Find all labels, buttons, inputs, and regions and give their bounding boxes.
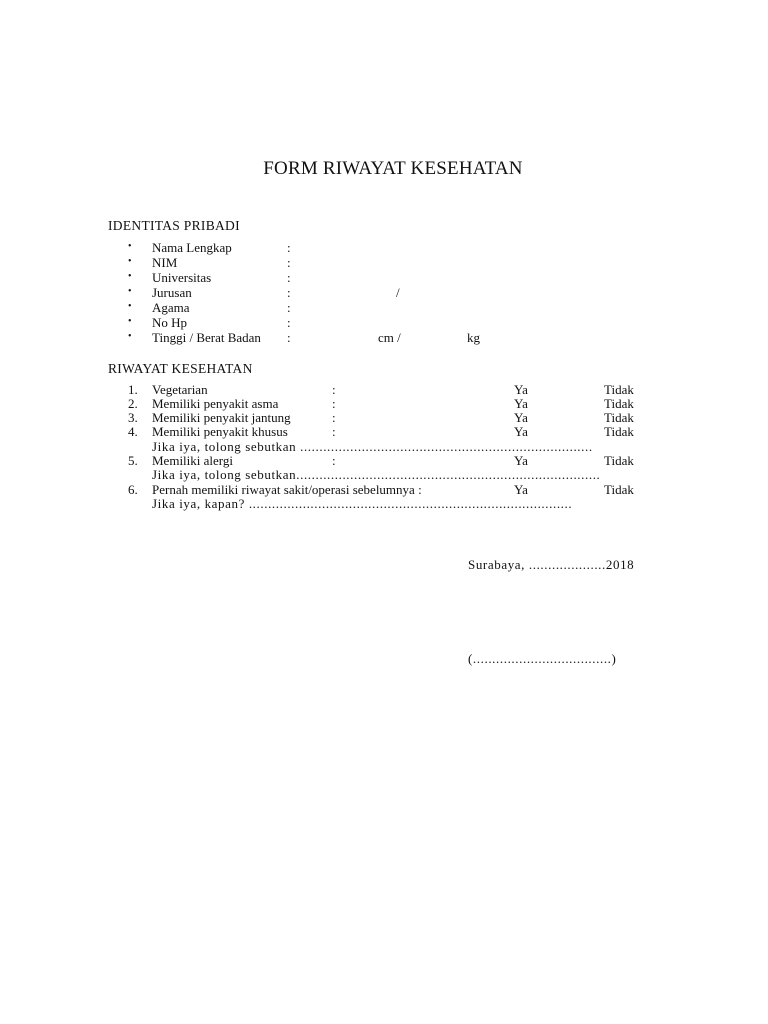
item-question: Pernah memiliki riwayat sakit/operasi sebelumnya : [152, 482, 422, 497]
field-label-major: Jurusan [152, 285, 192, 300]
item-colon: : [332, 396, 336, 411]
major-separator: / [396, 285, 400, 300]
bullet-icon: • [128, 241, 132, 252]
bullet-icon: • [128, 316, 132, 327]
item-question: Vegetarian [152, 382, 208, 397]
item-number: 6. [128, 482, 138, 497]
option-yes: Ya [514, 396, 528, 411]
option-no: Tidak [604, 424, 634, 439]
option-no: Tidak [604, 396, 634, 411]
option-no: Tidak [604, 482, 634, 497]
item-number: 2. [128, 396, 138, 411]
item-colon: : [332, 410, 336, 425]
option-no: Tidak [604, 453, 634, 468]
page-title: FORM RIWAYAT KESEHATAN [263, 158, 523, 179]
item-question: Memiliki penyakit asma [152, 396, 279, 411]
item-question: Memiliki penyakit khusus [152, 424, 288, 439]
item-colon: : [332, 453, 336, 468]
item-number: 3. [128, 410, 138, 425]
place-date: Surabaya, ....................2018 [468, 557, 635, 572]
bullet-icon: • [128, 271, 132, 282]
field-colon: : [287, 255, 291, 270]
field-label-university: Universitas [152, 270, 212, 285]
bullet-icon: • [128, 331, 132, 342]
item-followup: Jika iya, tolong sebutkan ............................................................................ [152, 439, 593, 454]
item-question: Memiliki alergi [152, 453, 233, 468]
field-label-name: Nama Lengkap [152, 240, 232, 255]
field-label-religion: Agama [152, 300, 190, 315]
field-colon: : [287, 300, 291, 315]
item-number: 5. [128, 453, 138, 468]
identity-heading: IDENTITAS PRIBADI [108, 218, 240, 233]
field-label-height-weight: Tinggi / Berat Badan [152, 330, 261, 345]
field-colon: : [287, 285, 291, 300]
height-unit: cm / [378, 330, 401, 345]
option-yes: Ya [514, 382, 528, 397]
field-label-phone: No Hp [152, 315, 188, 330]
field-colon: : [287, 315, 291, 330]
option-no: Tidak [604, 382, 634, 397]
item-colon: : [332, 424, 336, 439]
option-yes: Ya [514, 453, 528, 468]
item-followup: Jika iya, kapan? .................................................................................... [152, 496, 573, 511]
bullet-icon: • [128, 286, 132, 297]
signature-line: (....................................) [468, 651, 617, 666]
field-colon: : [287, 270, 291, 285]
item-question: Memiliki penyakit jantung [152, 410, 291, 425]
weight-unit: kg [467, 330, 480, 345]
bullet-icon: • [128, 256, 132, 267]
field-colon: : [287, 240, 291, 255]
bullet-icon: • [128, 301, 132, 312]
option-yes: Ya [514, 424, 528, 439]
option-yes: Ya [514, 410, 528, 425]
option-no: Tidak [604, 410, 634, 425]
item-colon: : [332, 382, 336, 397]
option-yes: Ya [514, 482, 528, 497]
item-followup: Jika iya, tolong sebutkan............................................................................... [152, 467, 601, 482]
field-label-nim: NIM [152, 255, 178, 270]
item-number: 1. [128, 382, 138, 397]
health-heading: RIWAYAT KESEHATAN [108, 361, 253, 376]
field-colon: : [287, 330, 291, 345]
item-number: 4. [128, 424, 138, 439]
